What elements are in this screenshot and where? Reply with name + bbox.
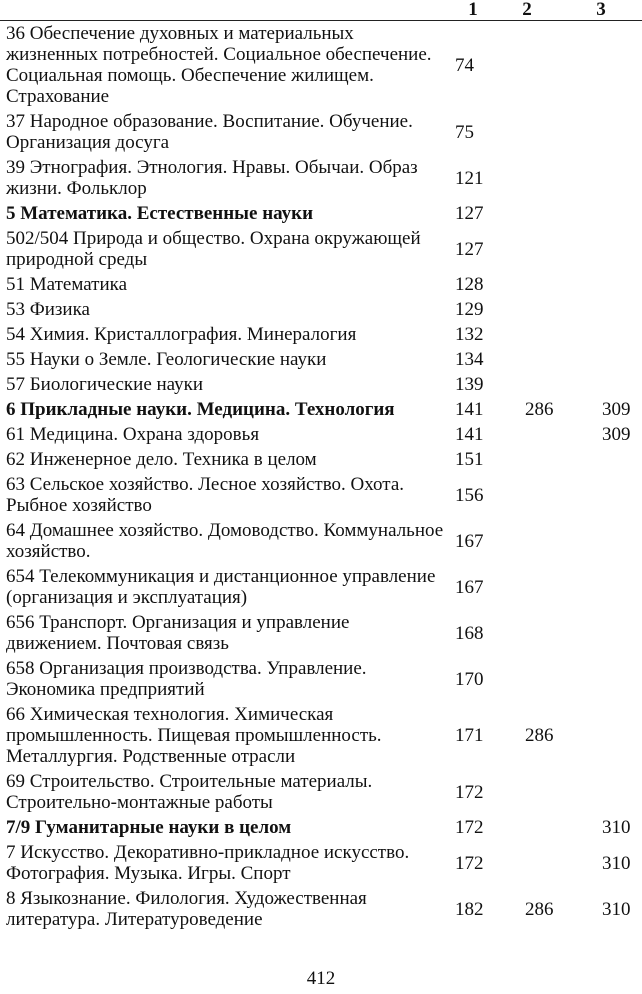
row-title: 63 Сельское хозяйство. Лесное хозяйство. Охота. Рыбное хозяйство (6, 474, 405, 516)
table-row (0, 422, 642, 447)
row-col3-value (560, 226, 642, 272)
row-col1-value: 156 (455, 484, 484, 506)
row-col1-value: 75 (455, 121, 474, 143)
row-col3-value (560, 347, 642, 372)
row-col3-value (560, 769, 642, 815)
row-title: 55 Науки о Земле. Геологические науки (6, 349, 327, 370)
row-col1-value: 141 (455, 424, 484, 445)
row-col3-value: 310 (602, 852, 631, 874)
row-title: 654 Телекоммуникация и дистанционное управление (организация и эксплуатация) (6, 566, 436, 608)
row-col2-value (494, 297, 560, 322)
row-col2-value (494, 610, 560, 656)
row-title: 39 Этнография. Этнология. Нравы. Обычаи. Образ жизни. Фольклор (6, 157, 418, 199)
row-col2-value (494, 226, 560, 272)
row-col2-value (494, 656, 560, 702)
row-col2-value (494, 109, 560, 155)
row-col2-value: 286 (525, 898, 554, 920)
row-title: 62 Инженерное дело. Техника в целом (6, 449, 317, 470)
row-col1-value: 139 (455, 374, 484, 395)
row-col1-value: 141 (455, 399, 484, 420)
row-col1-value: 172 (455, 852, 484, 874)
row-title: 53 Физика (6, 299, 90, 320)
row-col1-value: 172 (455, 781, 484, 803)
row-col3-value: 310 (602, 898, 631, 920)
row-col2-value (494, 840, 560, 886)
table-row (0, 656, 642, 702)
table-row (0, 518, 642, 564)
row-col3-value: 310 (602, 817, 631, 838)
header-cell-title (0, 0, 452, 21)
row-col2-value (494, 447, 560, 472)
row-col1-value: 172 (455, 817, 484, 838)
row-col3-value: 309 (602, 399, 631, 420)
row-title: 36 Обеспечение духовных и материальных жизненных потребностей. Социальное обеспечение. Социальная помощь. Обеспечение жилищем. Страхование (6, 23, 432, 107)
row-col1-value: 170 (455, 668, 484, 690)
row-col3-value (560, 656, 642, 702)
table-row (0, 201, 642, 226)
table-row (0, 886, 642, 932)
row-title: 6 Прикладные науки. Медицина. Технология (6, 399, 395, 420)
row-col3-value (560, 564, 642, 610)
table-row (0, 347, 642, 372)
row-col3-value (560, 518, 642, 564)
row-col1-value: 132 (455, 324, 484, 345)
row-col1-value: 167 (455, 530, 484, 552)
row-title: 658 Организация производства. Управление. Экономика предприятий (6, 658, 367, 700)
row-title: 69 Строительство. Строительные материалы. Строительно-монтажные работы (6, 771, 373, 813)
table-row (0, 272, 642, 297)
row-col3-value (560, 155, 642, 201)
row-col1-value: 128 (455, 274, 484, 295)
row-col2-value (494, 347, 560, 372)
row-title: 61 Медицина. Охрана здоровья (6, 424, 260, 445)
row-col3-value (560, 21, 642, 110)
header-cell-col1: 1 (452, 0, 494, 21)
row-col2-value: 286 (525, 725, 554, 746)
row-title: 8 Языкознание. Филология. Художественная литература. Литературоведение (6, 888, 367, 930)
row-col2-value (494, 769, 560, 815)
table-row (0, 109, 642, 155)
row-col1-value: 151 (455, 449, 484, 470)
row-col1-value: 127 (455, 238, 484, 260)
table-row (0, 447, 642, 472)
row-col2-value (494, 322, 560, 347)
row-title: 656 Транспорт. Организация и управление движением. Почтовая связь (6, 612, 350, 654)
row-col1-value: 127 (455, 203, 484, 224)
table-row (0, 397, 642, 422)
row-col2-value (494, 201, 560, 226)
row-col2-value (494, 564, 560, 610)
row-col2-value (494, 372, 560, 397)
row-col3-value (560, 297, 642, 322)
row-col3-value (560, 372, 642, 397)
row-col3-value (560, 447, 642, 472)
table-row (0, 815, 642, 840)
row-col3-value (560, 472, 642, 518)
row-col1-value: 167 (455, 576, 484, 598)
row-col2-value (494, 815, 560, 840)
row-col3-value (560, 702, 642, 769)
header-row (0, 0, 642, 21)
row-col2-value (494, 518, 560, 564)
table-row (0, 226, 642, 272)
row-col1-value: 168 (455, 622, 484, 644)
table-row (0, 297, 642, 322)
row-title: 57 Биологические науки (6, 374, 204, 395)
table-row (0, 769, 642, 815)
table-row (0, 322, 642, 347)
table-row (0, 610, 642, 656)
table-row (0, 372, 642, 397)
header-cell-col3: 3 (560, 0, 642, 21)
row-col2-value (494, 272, 560, 297)
row-col2-value (494, 155, 560, 201)
row-col3-value (560, 201, 642, 226)
row-title: 7/9 Гуманитарные науки в целом (6, 817, 292, 838)
row-col3-value (560, 610, 642, 656)
row-col2-value (494, 422, 560, 447)
row-title: 37 Народное образование. Воспитание. Обучение. Организация досуга (6, 111, 413, 153)
table-row (0, 21, 642, 110)
row-title: 54 Химия. Кристаллография. Минералогия (6, 324, 357, 345)
row-title: 502/504 Природа и общество. Охрана окружающей природной среды (6, 228, 421, 270)
row-col1-value: 182 (455, 898, 484, 920)
row-title: 51 Математика (6, 274, 128, 295)
table-row (0, 702, 642, 769)
row-col1-value: 171 (455, 725, 484, 746)
row-col3-value: 309 (602, 424, 631, 445)
row-title: 5 Математика. Естественные науки (6, 203, 314, 224)
table-row (0, 840, 642, 886)
row-title: 66 Химическая технология. Химическая промышленность. Пищевая промышленность. Металлургия. Родственные отрасли (6, 704, 382, 767)
row-col1-value: 74 (455, 54, 474, 76)
row-col3-value (560, 272, 642, 297)
page-number: 412 (306, 968, 336, 989)
table-row (0, 472, 642, 518)
row-title: 64 Домашнее хозяйство. Домоводство. Коммунальное хозяйство. (6, 520, 444, 562)
row-col2-value (494, 21, 560, 110)
row-col1-value: 134 (455, 349, 484, 370)
row-col2-value (494, 472, 560, 518)
row-col3-value (560, 109, 642, 155)
row-title: 7 Искусство. Декоративно-прикладное искусство. Фотография. Музыка. Игры. Спорт (6, 842, 410, 884)
table-row (0, 155, 642, 201)
row-col3-value (560, 322, 642, 347)
row-col2-value: 286 (525, 399, 554, 420)
table-row (0, 564, 642, 610)
header-cell-col2: 2 (494, 0, 560, 21)
row-col1-value: 121 (455, 167, 484, 189)
row-col1-value: 129 (455, 299, 484, 320)
